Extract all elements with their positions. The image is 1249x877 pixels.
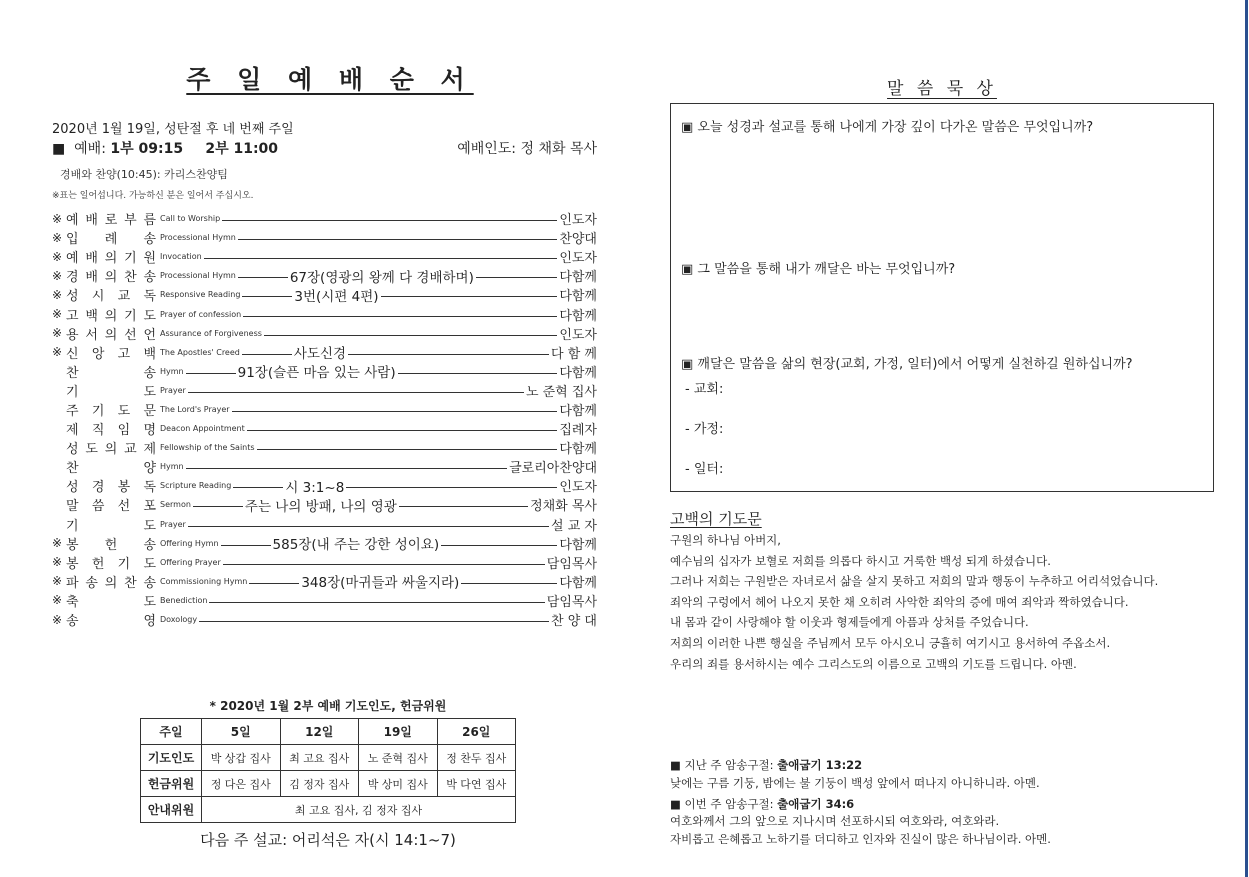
order-row (52, 553, 597, 572)
leader-line (188, 526, 549, 527)
order-item-english: Offering Prayer (160, 557, 221, 567)
memory-reference: 출애굽기 34:6 (777, 797, 855, 811)
order-item-english: Doxology (160, 615, 198, 625)
order-row (52, 209, 597, 228)
meditation-title: 말 씀 묵 상 (887, 79, 997, 99)
this-memory-verse-text-2: 자비롭고 은혜롭고 노하기를 더디하고 인자와 진실이 많은 하나님이라. 아멘. (670, 832, 1051, 846)
order-item-responsible: 집례자 (559, 423, 597, 439)
memory-label: ■ 지난 주 암송구절: (670, 758, 774, 772)
leader-line (399, 506, 528, 507)
leader-line (346, 487, 557, 488)
last-memory-verse-text: 낮에는 구름 기둥, 밤에는 불 기둥이 백성 앞에서 떠나지 아니하니라. 아멘. (670, 776, 1040, 790)
order-item-responsible: 다함께 (559, 442, 597, 458)
order-item-english: Scripture Reading (160, 481, 232, 491)
leader-line (186, 468, 507, 469)
leader-line (243, 316, 557, 317)
table-header: 19일 (359, 719, 438, 745)
next-sermon: 다음 주 설교: 어리석은 자(시 14:1~7) (200, 831, 456, 849)
leader-line (193, 506, 243, 507)
order-item-korean: 기 도 (66, 384, 156, 400)
table-header: 26일 (437, 719, 516, 745)
order-item-responsible: 찬양대 (559, 232, 597, 248)
leader-line (233, 487, 283, 488)
place-church: - 교회: (685, 382, 724, 397)
leader-line (199, 621, 549, 622)
standing-mark: ※ (52, 593, 63, 608)
order-item-english: Prayer (160, 385, 186, 395)
order-item-responsible: 인도자 (559, 480, 597, 496)
prayer-table (140, 718, 516, 823)
order-row (52, 304, 597, 323)
order-item-responsible: 다 함 께 (551, 346, 597, 362)
order-item-english: Invocation (160, 252, 202, 262)
this-memory-verse-text-1: 여호와께서 그의 앞으로 지나시며 선포하시되 여호와라, 여호와라. (670, 814, 1000, 828)
order-item-responsible: 인도자 (559, 213, 597, 229)
table-cell: 최 고요 집사 (280, 745, 359, 771)
order-row (52, 400, 597, 419)
first-service: 1부 09:15 (110, 141, 184, 157)
order-item-responsible: 다함께 (559, 575, 597, 591)
standing-mark: ※ (52, 230, 63, 245)
service-date: 2020년 1월 19일, 성탄절 후 네 번째 주일 (52, 122, 294, 137)
leader-line (257, 449, 558, 450)
order-row (52, 228, 597, 247)
meditation-question-2: ▣ 그 말씀을 통해 내가 깨달은 바는 무엇입니까? (681, 262, 956, 277)
order-row (52, 247, 597, 266)
standing-mark: ※ (52, 612, 63, 627)
leader-line (398, 373, 558, 374)
order-item-english: Benediction (160, 595, 208, 605)
bullet: ■ (52, 141, 66, 157)
meditation-question-3: ▣ 깨달은 말씀을 삶의 현장(교회, 가정, 일터)에서 어떻게 실천하길 원하십니까? (681, 357, 1133, 372)
leader-line (232, 411, 558, 412)
order-item-english: Offering Hymn (160, 538, 219, 548)
order-of-worship (52, 209, 597, 629)
order-item-korean: 말 씀 선 포 (66, 499, 156, 515)
leader-line (186, 373, 236, 374)
order-item-responsible: 담임목사 (546, 556, 597, 572)
order-item-responsible: 다함께 (559, 365, 597, 381)
order-item-responsible: 인도자 (559, 251, 597, 267)
leader-line (222, 220, 557, 221)
row-label: 기도인도 (141, 745, 202, 771)
order-item-korean: 고 백 의 기 도 (66, 308, 156, 324)
leader-line (461, 583, 557, 584)
order-item-content: 시 3:1~8 (285, 479, 345, 496)
leader-line (249, 583, 299, 584)
table-row (141, 797, 516, 823)
this-memory-verse-label (670, 796, 1240, 812)
order-item-korean: 입 례 송 (66, 232, 156, 248)
order-item-english: Commissioning Hymn (160, 576, 248, 586)
order-item-korean: 제 직 임 명 (66, 423, 156, 439)
standing-mark: ※ (52, 307, 63, 322)
order-row (52, 324, 597, 343)
leader-line (188, 392, 524, 393)
standing-mark: ※ (52, 268, 63, 283)
order-item-korean: 예 배 로 부 름 (66, 213, 156, 229)
standing-mark: ※ (52, 326, 63, 341)
row-label: 헌금위원 (141, 771, 202, 797)
worship-leader: 예배인도: 정 채화 목사 (457, 141, 597, 157)
order-item-korean: 신 앙 고 백 (66, 346, 156, 362)
standing-mark: ※ (52, 211, 63, 226)
table-header-row (141, 719, 516, 745)
order-item-korean: 경 배 의 찬 송 (66, 270, 156, 286)
order-item-english: The Apostles' Creed (160, 347, 240, 357)
order-item-english: Fellowship of the Saints (160, 443, 255, 453)
leader-line (204, 258, 558, 259)
order-item-korean: 성 경 봉 독 (66, 480, 156, 496)
leader-line (238, 277, 288, 278)
order-item-english: Prayer (160, 519, 186, 529)
service-times-left (52, 138, 278, 158)
meditation-question-1: ▣ 오늘 성경과 설교를 통해 나에게 가장 깊이 다가온 말씀은 무엇입니까? (681, 120, 1094, 135)
order-item-responsible: 노 준혁 집사 (525, 384, 597, 400)
order-item-responsible: 정채화 목사 (530, 499, 597, 515)
order-row (52, 610, 597, 629)
order-item-english: Assurance of Forgiveness (160, 328, 262, 338)
order-item-content: 348장(마귀들과 싸울지라) (301, 575, 460, 592)
order-row (52, 438, 597, 457)
order-row (52, 266, 597, 285)
table-cell: 박 상미 집사 (359, 771, 438, 797)
leader-line (223, 564, 545, 565)
table-header: 12일 (280, 719, 359, 745)
standing-mark: ※ (52, 345, 63, 360)
times-label: 예배: (74, 141, 106, 157)
table-header: 5일 (202, 719, 281, 745)
order-row (52, 343, 597, 362)
memory-label: ■ 이번 주 암송구절: (670, 797, 774, 811)
service-times (52, 138, 597, 158)
confession-line: 우리의 죄를 용서하시는 예수 그리스도의 이름으로 고백의 기도를 드립니다. 아멘. (670, 656, 1077, 671)
place-home: - 가정: (685, 422, 724, 437)
order-item-responsible: 찬 양 대 (551, 614, 597, 630)
order-item-korean: 성 시 교 독 (66, 289, 156, 305)
right-edge-bar (1245, 0, 1248, 877)
leader-line (242, 296, 292, 297)
standing-mark: ※ (52, 574, 63, 589)
order-item-korean: 용 서 의 선 언 (66, 327, 156, 343)
confession-line: 내 몸과 같이 사랑해야 할 이웃과 형제들에게 아픔과 상처를 주었습니다. (670, 615, 1029, 630)
order-item-korean: 성 도 의 교 제 (66, 442, 156, 458)
meditation-box (670, 103, 1214, 492)
leader-line (247, 430, 558, 431)
order-row (52, 534, 597, 553)
standing-mark: ※ (52, 249, 63, 264)
order-row (52, 476, 597, 495)
order-item-content: 3번(시편 4편) (294, 288, 379, 305)
order-item-responsible: 다함께 (559, 537, 597, 553)
order-item-content: 67장(영광의 왕께 다 경배하며) (289, 269, 474, 286)
order-item-responsible: 다함께 (559, 308, 597, 324)
order-item-korean: 봉 헌 송 (66, 537, 156, 553)
leader-line (264, 335, 557, 336)
order-item-responsible: 글로리아찬양대 (509, 461, 597, 477)
order-row (52, 457, 597, 476)
leader-line (209, 602, 544, 603)
place-work: - 일터: (685, 462, 724, 477)
second-service: 2부 11:00 (205, 141, 279, 157)
standing-note: ※표는 일어섭니다. 가능하신 분은 일어서 주십시오. (52, 191, 254, 201)
order-row (52, 495, 597, 514)
order-item-responsible: 설 교 자 (551, 518, 597, 534)
order-row (52, 362, 597, 381)
order-item-responsible: 다함께 (559, 270, 597, 286)
order-item-responsible: 다함께 (559, 403, 597, 419)
order-item-korean: 찬 송 (66, 365, 156, 381)
table-row (141, 771, 516, 797)
order-item-korean: 축 도 (66, 594, 156, 610)
page-title: 주 일 예 배 순 서 (186, 65, 474, 94)
order-item-english: Responsive Reading (160, 290, 241, 300)
order-item-english: Deacon Appointment (160, 424, 245, 434)
order-item-english: The Lord's Prayer (160, 404, 230, 414)
order-item-english: Prayer of confession (160, 309, 242, 319)
standing-mark: ※ (52, 287, 63, 302)
leader-line (242, 354, 292, 355)
order-item-korean: 파 송 의 찬 송 (66, 575, 156, 591)
order-row (52, 591, 597, 610)
order-item-korean: 주 기 도 문 (66, 403, 156, 419)
table-cell: 박 상갑 집사 (202, 745, 281, 771)
standing-mark: ※ (52, 536, 63, 551)
order-item-korean: 기 도 (66, 518, 156, 534)
confession-line: 죄악의 구렁에서 헤어 나오지 못한 채 오히려 사악한 죄악의 증에 매여 죄악과 짝하였습니다. (670, 594, 1129, 609)
standing-mark: ※ (52, 555, 63, 570)
order-item-responsible: 다함께 (559, 289, 597, 305)
order-item-content: 91장(슬픈 마음 있는 사람) (237, 365, 396, 382)
praise-note: 경배와 찬양(10:45): 카리스찬양팀 (60, 168, 228, 181)
order-item-korean: 찬 양 (66, 461, 156, 477)
confession-title: 고백의 기도문 (670, 510, 762, 528)
leader-line (441, 545, 557, 546)
table-cell: 노 준혁 집사 (359, 745, 438, 771)
table-cell: 정 찬두 집사 (437, 745, 516, 771)
table-row (141, 745, 516, 771)
order-item-english: Hymn (160, 462, 184, 472)
leader-line (238, 239, 557, 240)
confession-line: 예수님의 십자가 보혈로 저희를 의롭다 하시고 거룩한 백성 되게 하셨습니다. (670, 553, 1051, 568)
leader-line (381, 296, 558, 297)
order-row (52, 285, 597, 304)
row-label: 안내위원 (141, 797, 202, 823)
table-cell: 박 다연 집사 (437, 771, 516, 797)
order-row (52, 381, 597, 400)
order-item-english: Call to Worship (160, 214, 221, 224)
confession-prayer (670, 530, 1240, 674)
table-cell: 정 다은 집사 (202, 771, 281, 797)
table-cell: 최 고요 집사, 김 정자 집사 (202, 797, 516, 823)
table-header: 주일 (141, 719, 202, 745)
leader-line (221, 545, 271, 546)
order-item-content: 주는 나의 방패, 나의 영광 (244, 498, 397, 515)
order-row (52, 515, 597, 534)
order-item-korean: 예 배 의 기 원 (66, 251, 156, 267)
order-item-responsible: 인도자 (559, 327, 597, 343)
confession-line: 그러나 저희는 구원받은 자녀로서 삶을 살지 못하고 저희의 말과 행동이 누추하고 어리석었습니다. (670, 574, 1159, 589)
last-memory-verse-label (670, 757, 1240, 773)
confession-line: 저희의 이러한 나쁜 행실을 주님께서 모두 아시오니 긍휼히 여기시고 용서하여 주옵소서. (670, 635, 1111, 650)
order-item-english: Processional Hymn (160, 233, 236, 243)
order-item-english: Sermon (160, 500, 191, 510)
order-item-korean: 봉 헌 기 도 (66, 556, 156, 572)
prayer-table-title: * 2020년 1월 2부 예배 기도인도, 헌금위원 (209, 699, 447, 713)
order-item-responsible: 담임목사 (546, 594, 597, 610)
order-row (52, 572, 597, 591)
order-item-korean: 송 영 (66, 614, 156, 630)
order-row (52, 419, 597, 438)
leader-line (348, 354, 549, 355)
table-cell: 김 정자 집사 (280, 771, 359, 797)
confession-line: 구원의 하나님 아버지, (670, 533, 781, 547)
order-item-english: Processional Hymn (160, 271, 236, 281)
memory-reference: 출애굽기 13:22 (777, 758, 863, 772)
order-item-content: 585장(내 주는 강한 성이요) (272, 537, 440, 554)
leader-line (476, 277, 557, 278)
order-item-content: 사도신경 (293, 346, 347, 363)
order-item-english: Hymn (160, 366, 184, 376)
